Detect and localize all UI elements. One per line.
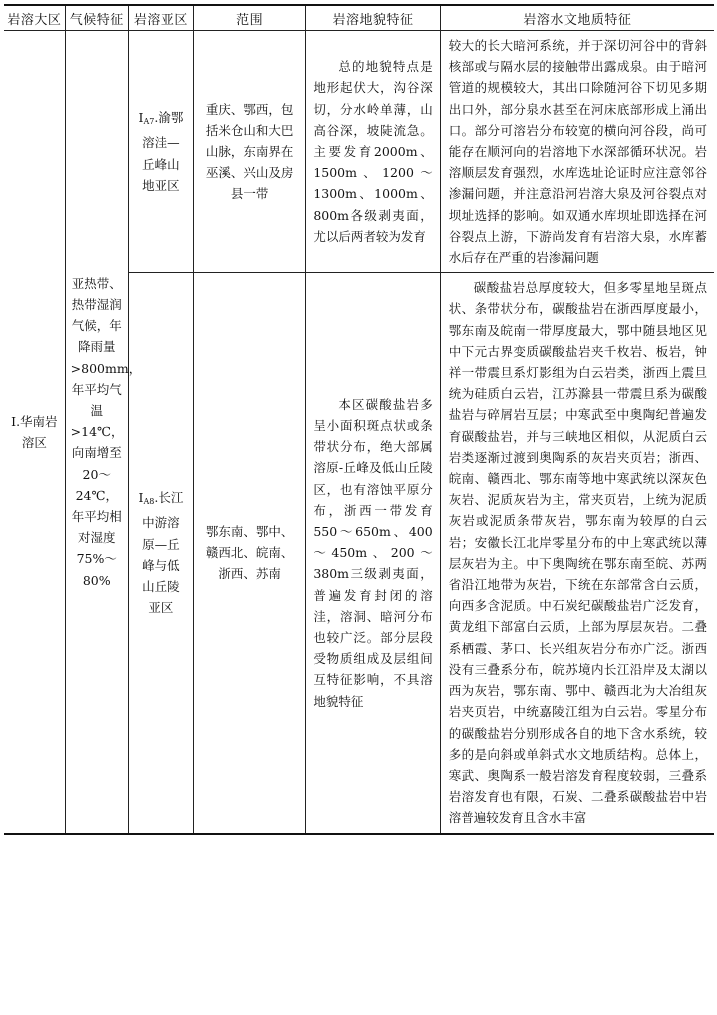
header-landform: 岩溶地貌特征: [306, 5, 440, 31]
subregion-cell: $Ⅰ_{A7}$.渝鄂溶洼—丘峰山地亚区: [128, 31, 193, 273]
scope-cell: [194, 273, 306, 834]
header-karst-subregion: 岩溶亚区: [128, 5, 193, 31]
header-climate: 气候特征: [65, 5, 128, 31]
subregion-cell: $Ⅰ_{A8}$.长江中游溶原—丘峰与低山丘陵亚区: [128, 273, 193, 834]
scope-text: 鄂东南、鄂中、赣西北、皖南、浙西、苏南: [205, 524, 294, 582]
subregion-code: A8: [143, 497, 155, 507]
table-row: [4, 31, 714, 273]
landform-cell: [306, 273, 440, 834]
header-scope: 范围: [194, 5, 306, 31]
hydro-text: 较大的长大暗河系统，并于深切河谷中的背斜核部或与隔水层的接触带出露成泉。由于暗河管道的规模较大，其出口除随河谷下切见多期出口外，部分泉水甚至在河床底部形成上涌出口。部分可溶岩分布较宽的横向河谷段，尚可能存在顺河向的岩溶地下水深部循环状况。岩溶顺层发育强烈，水库选址论证时应注意邻谷渗漏问题，并注意沿河岩溶大泉及河谷裂点对坝址选择的影响。如双通水库坝址即选择在河谷裂点上游，下游尚发育有岩溶大泉，水库蓄水后存在严重的岩渗漏问题: [448, 38, 707, 266]
subregion-name: .渝鄂溶洼—丘峰山地亚区: [142, 110, 184, 193]
scope-cell: [194, 31, 306, 273]
landform-cell: [306, 31, 440, 273]
climate-text: 亚热带、热带湿润气候，年降雨量>800mm，年平均气温>14℃，向南增至20～24℃，年平均相对湿度75%～80%: [70, 275, 142, 588]
header-hydrogeology: 岩溶水文地质特征: [440, 5, 714, 31]
subregion-code: A7: [143, 117, 155, 127]
hydro-cell: [440, 31, 714, 273]
hydro-text: 碳酸盐岩总厚度较大，但多零星地呈斑点状、条带状分布，碳酸盐岩在浙西厚度最小，鄂东南及皖南一带厚度最大，鄂中随县地区见中下元古界变质碳酸盐岩夹千枚岩、板岩，钟祥一带震旦系灯影组为白云岩类，浙西上震旦统为硅质白云岩，江苏滁县一带震旦系为碳酸盐岩与碎屑岩互层；中寒武至中奥陶纪普遍发育碳酸盐岩，并与三峡地区相似，从泥质白云岩类逐渐过渡到奥陶系的灰岩夹页岩；浙西、皖南、赣西北、鄂东南等地中寒武统以深灰色灰岩、泥质灰岩为主，常夹页岩，上统为泥质灰岩或泥质条带灰岩，鄂东南为较厚的白云岩；安徽长江北岸零星分布的中上寒武统以薄层灰岩为主。中下奥陶统在鄂东南至皖、苏两省沿江地带为灰岩，下统在东部常含白云质，向西多含泥质。中石炭纪碳酸盐岩广泛发育，黄龙组下部富白云质，上部为厚层灰岩。二叠系栖霞、茅口、长兴组灰岩分布亦广泛。浙西没有三叠系分布，皖苏境内长江沿岸及太湖以西为灰岩，鄂东南、鄂中、赣西北为大冶组灰岩夹页岩，中统嘉陵江组为白云岩。零星分布的碳酸盐岩分别形成各自的地下含水系统，较多的是向斜或单斜式水文地质结构。总体上，寒武、奥陶系一般岩溶发育程度较弱，三叠系岩溶发育也有限，石炭、二叠系碳酸盐岩中岩溶普遍较发育且含水丰富: [448, 280, 707, 826]
hydro-cell: [440, 273, 714, 834]
region-name: Ⅰ.华南岩溶区: [11, 413, 58, 450]
landform-text: 总的地貌特点是地形起伏大，沟谷深切，分水岭单薄，山高谷深，坡陡流急。主要发育2000m、1500m、1200～1300m、1000m、800m各级剥夷面，尤以后两者较为发育: [313, 59, 433, 244]
subregion-name: .长江中游溶原—丘峰与低山丘陵亚区: [142, 490, 184, 616]
region-name-cell: [4, 31, 65, 834]
climate-cell: [65, 31, 142, 834]
scope-text: 重庆、鄂西，包括米仓山和大巴山脉，东南界在巫溪、兴山及房县一带: [205, 101, 294, 202]
landform-text: 本区碳酸盐岩多呈小面积斑点状或条带状分布，绝大部属溶原-丘峰及低山丘陵区，也有溶蚀平原分布，浙西一带发育550～650m、400～450m、200～380m三级剥夷面，普遍发育封闭的溶洼，溶洞、暗河分布也较广泛。部分层段受物质组成及层组间互特征影响，不具溶地貌特征: [313, 396, 433, 709]
header-karst-region: 岩溶大区: [4, 5, 65, 31]
karst-region-table: [4, 4, 714, 835]
table-header-row: [4, 5, 714, 31]
